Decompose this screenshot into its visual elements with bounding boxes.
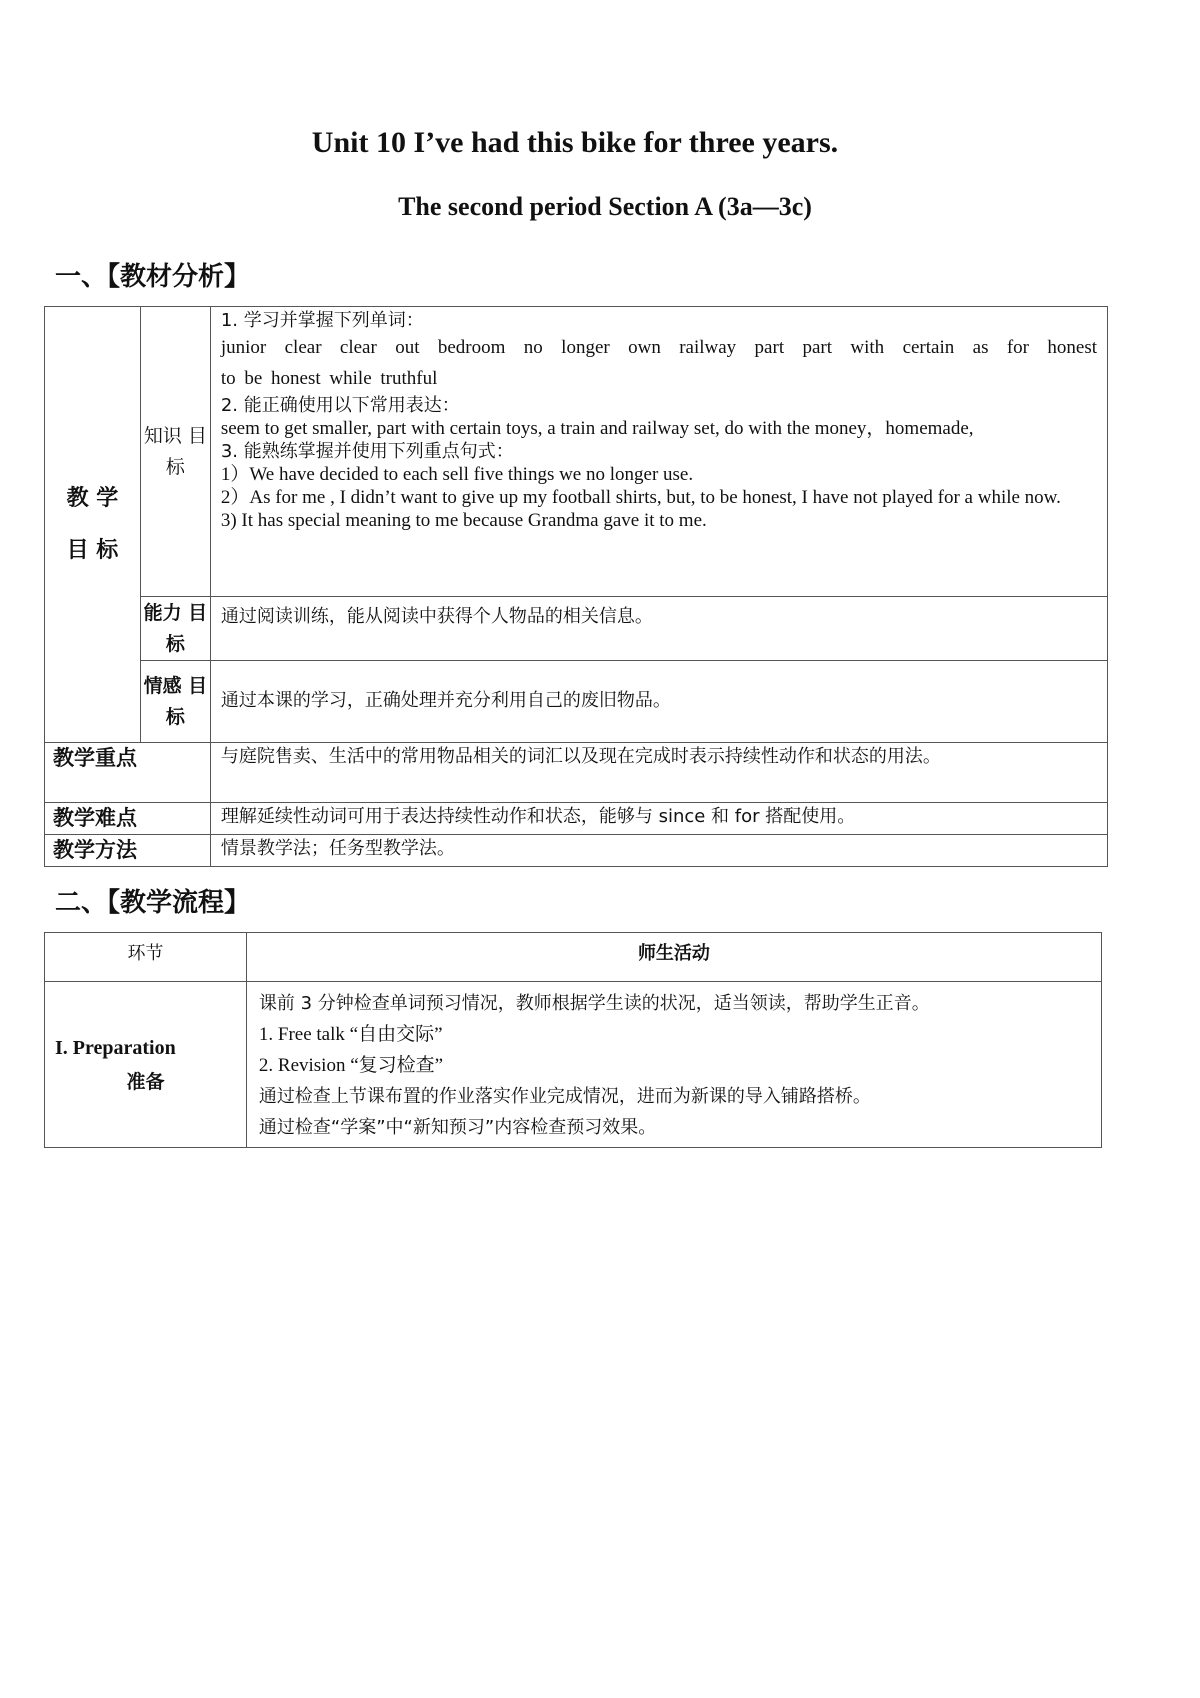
knowledge-goal-label: 知识 目标 [140, 307, 210, 597]
key-point-text: 与庭院售卖、生活中的常用物品相关的词汇以及现在完成时表示持续性动作和状态的用法。 [210, 743, 1107, 803]
vocab-line-2: to be honest while truthful [220, 368, 438, 389]
activity-line: 2. Revision “复习检查” [258, 1055, 444, 1076]
difficulty-label: 教学难点 [45, 803, 211, 835]
emotion-goal-text: 通过本课的学习，正确处理并充分利用自己的废旧物品。 [210, 661, 1107, 743]
activity-line: 1. Free talk “自由交际” [258, 1024, 443, 1045]
section-heading-process: 二、【教学流程】 [55, 888, 251, 918]
knowledge-goal-content [210, 307, 1107, 597]
activity-cell [246, 982, 1101, 1148]
activity-line: 通过检查“学案”中“新知预习”内容检查预习效果。 [258, 1117, 657, 1138]
vocab-line-1: junior clear clear out bedroom no longer own railway part part with certain as for honest [220, 337, 1097, 358]
ability-goal-text: 通过阅读训练，能从阅读中获得个人物品的相关信息。 [210, 597, 1107, 661]
analysis-table [44, 306, 1108, 867]
expressions-line: seem to get smaller, part with certain toys, a train and railway set, do with the money，homemade, [220, 418, 974, 439]
goal-label-bottom: 目 标 [66, 537, 119, 563]
stage-cell [45, 982, 247, 1148]
activity-line: 通过检查上节课布置的作业落实作业完成情况，进而为新课的导入铺路搭桥。 [258, 1086, 871, 1107]
knowledge-line-1: 1. 学习并掌握下列单词： [220, 310, 424, 331]
sentence-3: 3) It has special meaning to me because Grandma gave it to me. [220, 510, 707, 531]
column-header-activity: 师生活动 [246, 933, 1101, 982]
process-table [44, 932, 1102, 1148]
document-subtitle: The second period Section A (3a—3c) [398, 192, 812, 221]
stage-name-zh: 准备 [126, 1070, 165, 1093]
sentence-2: 2）As for me , I didn’t want to give up my football shirts, but, to be honest, I have not played for a while now. [220, 487, 1061, 508]
document-title: Unit 10 I’ve had this bike for three years. [311, 126, 839, 159]
column-header-stage: 环节 [45, 933, 247, 982]
knowledge-line-3: 3. 能熟练掌握并使用下列重点句式： [220, 441, 514, 462]
teaching-goals-label [45, 307, 141, 743]
stage-name-en: I. Preparation [55, 1036, 176, 1059]
difficulty-text: 理解延续性动词可用于表达持续性动作和状态，能够与 since 和 for 搭配使用。 [210, 803, 1107, 835]
activity-line: 课前 3 分钟检查单词预习情况，教师根据学生读的状况，适当领读，帮助学生正音。 [258, 993, 930, 1014]
section-heading-analysis: 一、【教材分析】 [55, 262, 251, 292]
knowledge-line-2: 2. 能正确使用以下常用表达： [220, 395, 460, 416]
method-text: 情景教学法；任务型教学法。 [210, 835, 1107, 867]
emotion-goal-label: 情感 目标 [140, 661, 210, 743]
key-point-label: 教学重点 [45, 743, 211, 803]
sentence-1: 1）We have decided to each sell five things we no longer use. [220, 464, 694, 485]
ability-goal-label: 能力 目标 [140, 597, 210, 661]
goal-label-top: 教 学 [66, 485, 119, 511]
method-label: 教学方法 [45, 835, 211, 867]
